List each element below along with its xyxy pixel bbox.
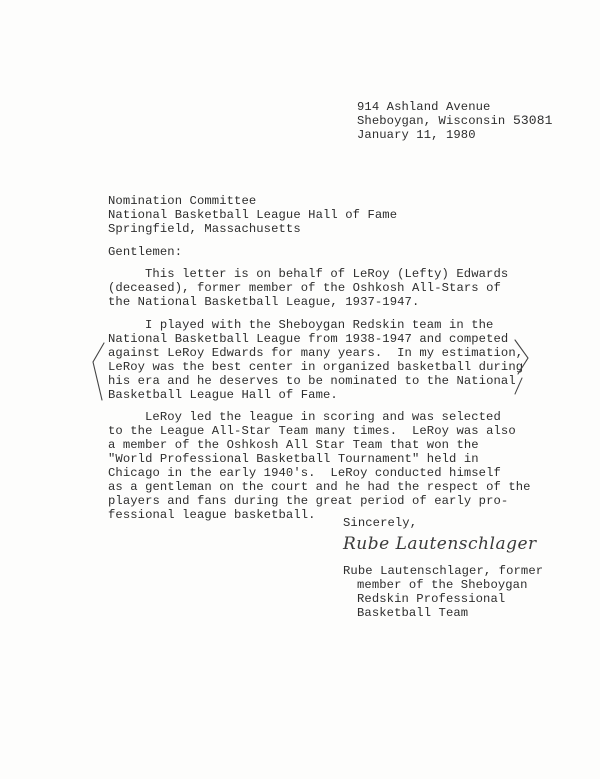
left-bracket-mark [93,343,104,400]
return-zip: 53081 [513,113,553,128]
recipient-line-3: Springfield, Massachusetts [108,222,301,236]
paragraph1-line-3: the National Basketball League, 1937-1947. [108,295,420,309]
paragraph3-line-5: Chicago in the early 1940's. LeRoy conducted himself [108,466,501,480]
recipient-line-2: National Basketball League Hall of Fame [108,208,398,222]
signature-block-line-2: member of the Sheboygan [357,578,528,592]
paragraph3-line-3: a member of the Oshkosh All Star Team that won the [108,438,479,452]
paragraph2-line-5: his era and he deserves to be nominated to the National [108,374,516,388]
signature-block-line-3: Redskin Professional [357,592,506,606]
paragraph1-line-1: This letter is on behalf of LeRoy (Lefty) Edwards [145,267,509,281]
signature-block-line-1: Rube Lautenschlager, former [343,564,544,578]
paragraph3-line-8: fessional league basketball. [108,508,316,522]
return-city-state: Sheboygan, Wisconsin [357,114,506,128]
return-street: 914 Ashland Avenue [357,100,491,114]
paragraph1-line-2: (deceased), former member of the Oshkosh All-Stars of [108,281,501,295]
paragraph2-line-4: LeRoy was the best center in organized basketball during [108,360,524,374]
signature-block-line-4: Basketball Team [357,606,469,620]
handwritten-signature: Rube Lautenschlager [343,534,537,554]
paragraph2-line-6: Basketball League Hall of Fame. [108,388,338,402]
paragraph3-line-7: players and fans during the great period of early pro- [108,494,509,508]
paragraph3-line-6: as a gentleman on the court and he had the respect of the [108,480,531,494]
paragraph3-line-4: "World Professional Basketball Tournament" held in [108,452,479,466]
paragraph3-line-2: to the League All-Star Team many times. LeRoy was also [108,424,516,438]
paragraph3-line-1: LeRoy led the league in scoring and was selected [145,410,501,424]
recipient-line-1: Nomination Committee [108,194,257,208]
paragraph2-line-2: National Basketball League from 1938-1947 and competed [108,332,509,346]
paragraph2-line-1: I played with the Sheboygan Redskin team in the [145,318,494,332]
paragraph2-line-3: against LeRoy Edwards for many years. In my estimation, [108,346,524,360]
right-bracket-mark [515,340,528,374]
closing: Sincerely, [343,516,418,530]
right-bracket-lower-mark [515,378,522,394]
salutation: Gentlemen: [108,245,183,259]
letter-date: January 11, 1980 [357,128,476,142]
